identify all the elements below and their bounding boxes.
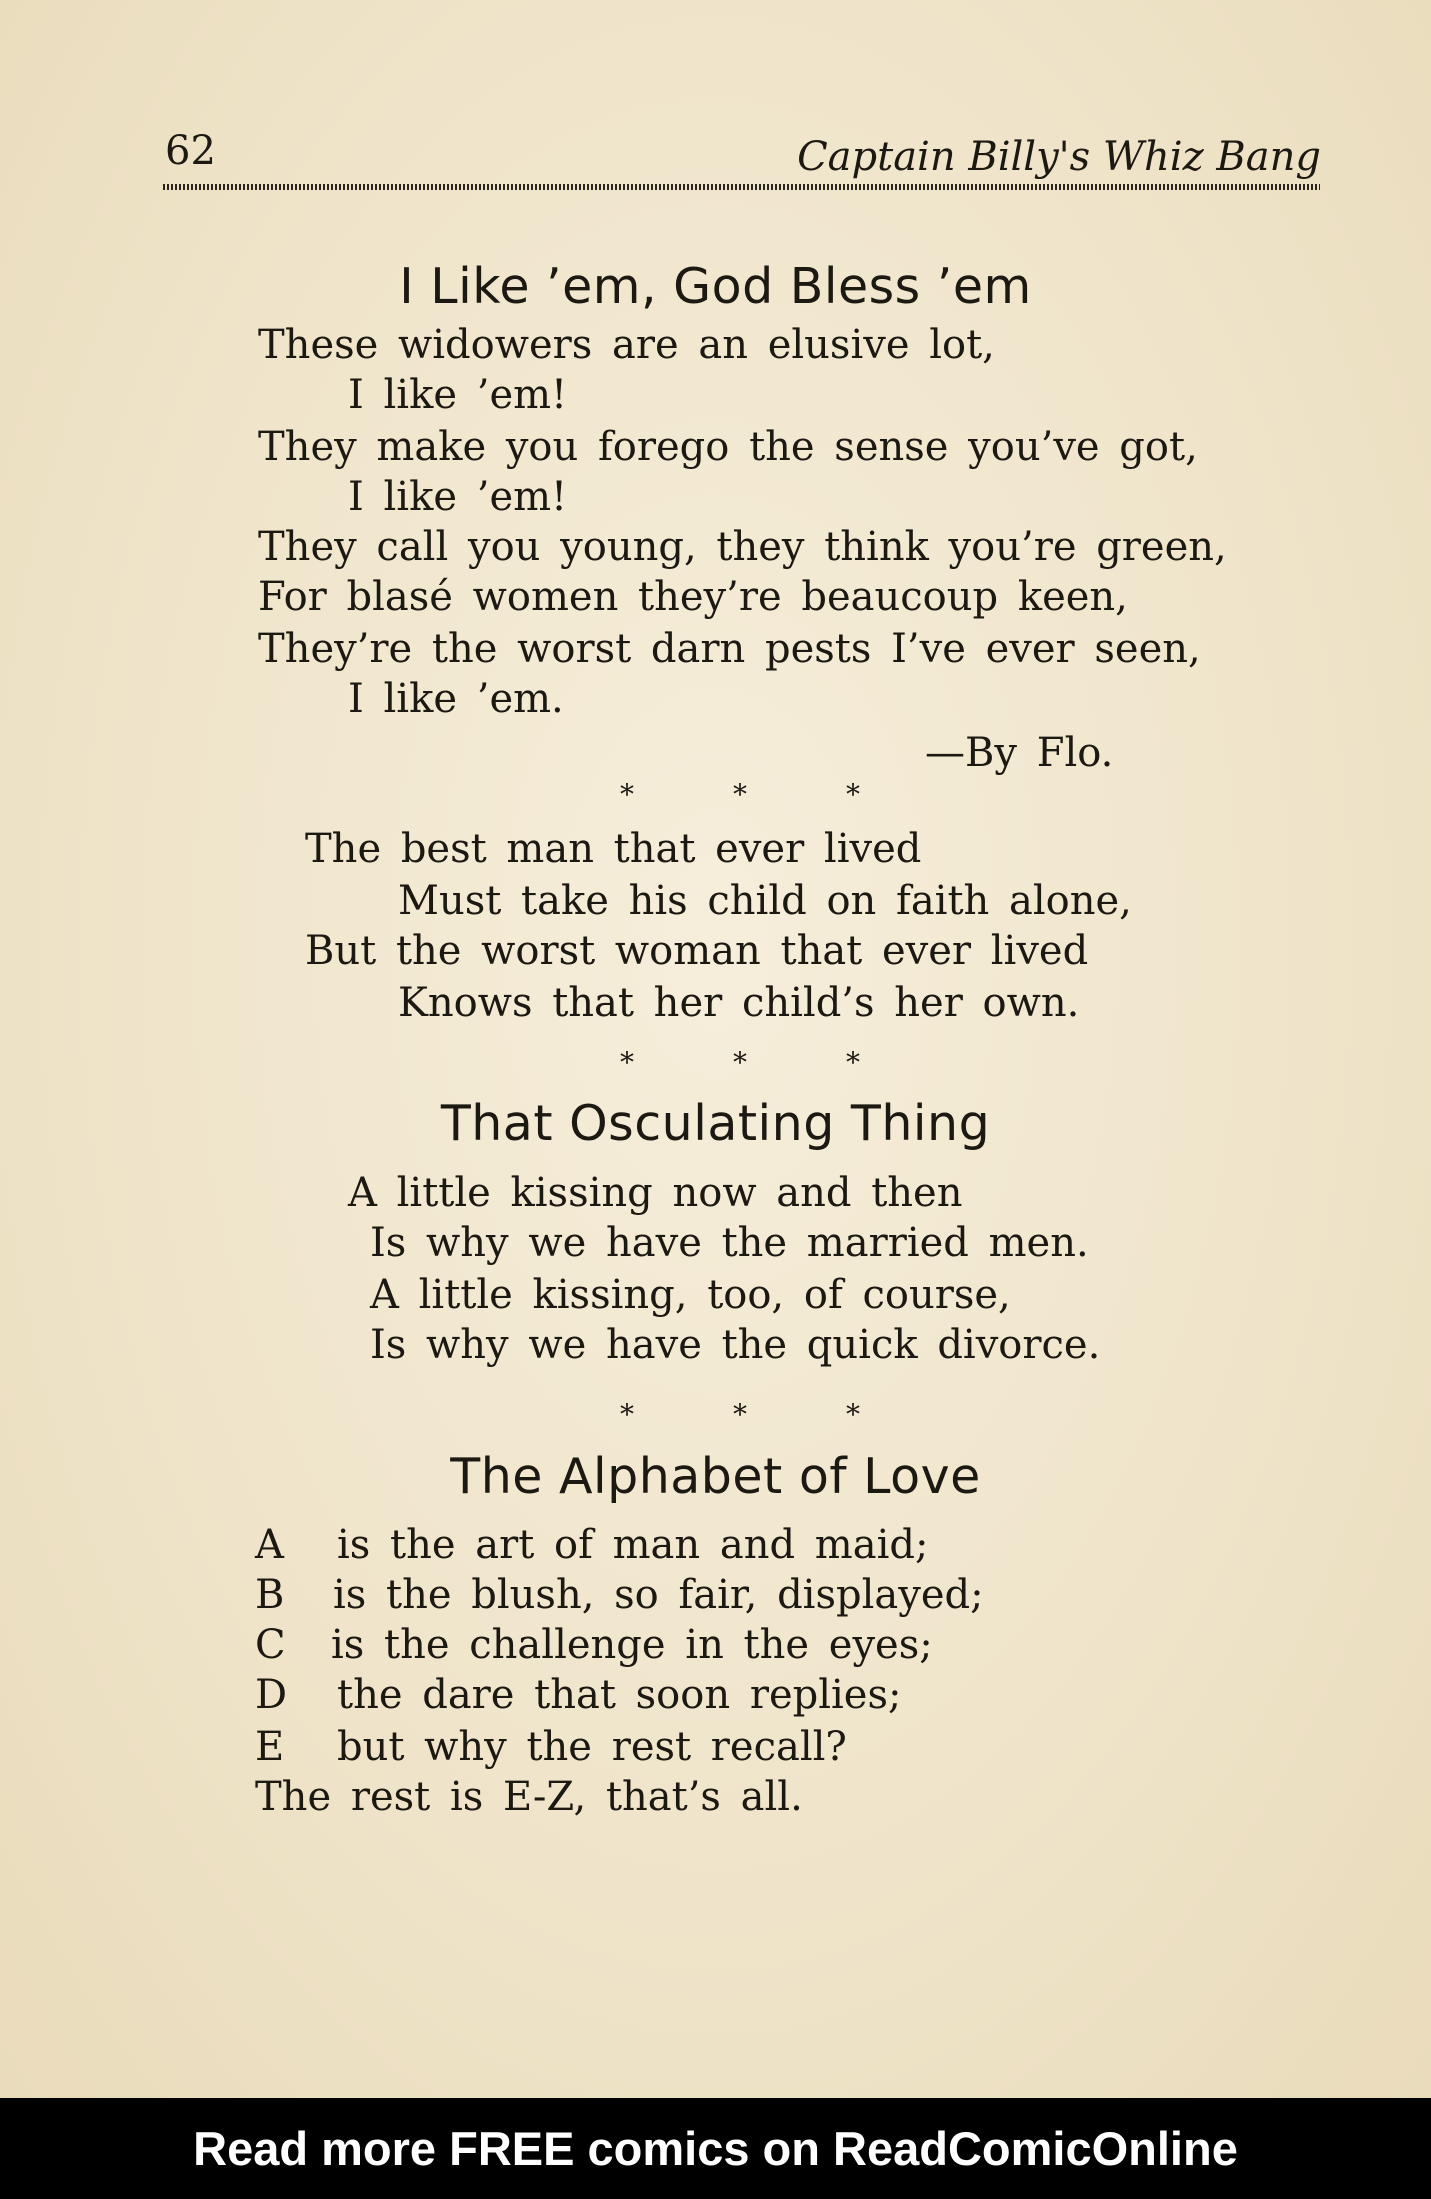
separator-star: *	[846, 1398, 860, 1431]
page-number: 62	[165, 128, 216, 174]
poem1-line: These widowers are an elusive lot,	[258, 322, 995, 368]
verse2-line: But the worst woman that ever lived	[305, 928, 1089, 974]
poem1-line: I like ’em!	[348, 372, 568, 418]
poem3-line: Is why we have the quick divorce.	[370, 1322, 1101, 1368]
alphabet-letter: C	[255, 1622, 286, 1668]
separator-star: *	[846, 1046, 860, 1079]
separator	[620, 1398, 860, 1431]
alphabet-letter: D	[255, 1672, 288, 1718]
poem1-line: They make you forego the sense you’ve got,	[258, 424, 1198, 470]
poem1-title: I Like ’em, God Bless ’em	[399, 258, 1032, 315]
poem3-line: A little kissing, too, of course,	[370, 1272, 1011, 1318]
separator-star: *	[733, 1398, 747, 1431]
verse2-line: Knows that her child’s her own.	[398, 980, 1080, 1026]
poem1-line: For blasé women they’re beaucoup keen,	[258, 574, 1128, 620]
alphabet-line: is the art of man and maid;	[337, 1522, 929, 1568]
alphabet-letter: B	[255, 1572, 285, 1618]
alphabet-line: but why the rest recall?	[337, 1724, 847, 1770]
separator-star: *	[733, 778, 747, 811]
alphabet-line: is the challenge in the eyes;	[331, 1622, 933, 1668]
poem1-line: They call you young, they think you’re green,	[258, 524, 1227, 570]
verse2-line: Must take his child on faith alone,	[398, 878, 1132, 924]
poem1-line: I like ’em.	[348, 676, 564, 722]
alphabet-line: the dare that soon replies;	[337, 1672, 902, 1718]
poem1-byline: —By Flo.	[925, 730, 1114, 776]
alphabet-letter: A	[255, 1522, 284, 1568]
poem4-title: The Alphabet of Love	[450, 1448, 981, 1505]
separator-star: *	[620, 778, 634, 811]
separator-star: *	[733, 1046, 747, 1079]
poem1-line: They’re the worst darn pests I’ve ever seen,	[258, 626, 1201, 672]
alphabet-closing: The rest is E-Z, that’s all.	[255, 1774, 803, 1820]
separator-star: *	[620, 1398, 634, 1431]
read-more-banner[interactable]: Read more FREE comics on ReadComicOnline	[0, 2098, 1431, 2199]
separator-star: *	[846, 778, 860, 811]
separator	[620, 778, 860, 811]
separator	[620, 1046, 860, 1079]
separator-star: *	[620, 1046, 634, 1079]
verse2-line: The best man that ever lived	[305, 826, 922, 872]
alphabet-line: is the blush, so fair, displayed;	[333, 1572, 984, 1618]
poem1-line: I like ’em!	[348, 474, 568, 520]
poem3-line: Is why we have the married men.	[370, 1220, 1089, 1266]
alphabet-letter: E	[255, 1724, 285, 1770]
poem3-title: That Osculating Thing	[440, 1095, 991, 1152]
running-title: Captain Billy's Whiz Bang	[797, 134, 1321, 180]
poem3-line: A little kissing now and then	[348, 1170, 963, 1216]
header-rule	[163, 184, 1320, 190]
